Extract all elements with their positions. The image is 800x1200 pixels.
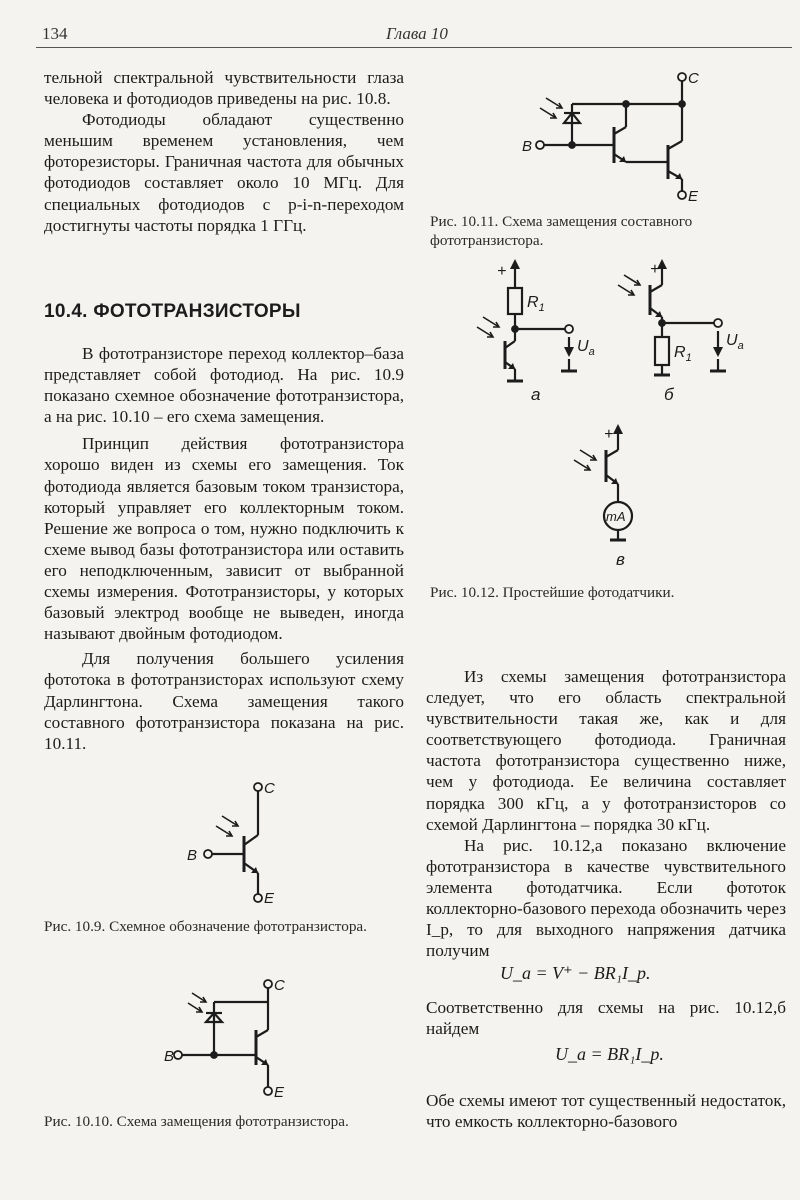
left-column-top: [44, 67, 404, 236]
plus-label: +: [604, 426, 614, 443]
light-arrows-icon: [477, 317, 499, 337]
chapter-title: Глава 10: [386, 24, 448, 43]
milliammeter-label: mA: [606, 509, 626, 524]
formula-1: U_a = V⁺ − BR₁I_p.: [500, 963, 651, 983]
formula-2: U_a = BR₁I_p.: [555, 1044, 664, 1064]
fig-10-10-caption: Рис. 10.10. Схема замещения фототранзистора.: [44, 1113, 349, 1130]
terminal-b-label: B: [187, 847, 198, 864]
fig-10-10-diagram: [164, 975, 320, 1105]
terminal-c-label: C: [274, 977, 285, 994]
terminal-e-label: E: [264, 890, 275, 907]
paragraph: На рис. 10.12,а показано включение фототранзистора в качестве чувствительного элемента фотодатчика. Если фототок коллекторно-базового перехода обозначить через I_p, то для выходного напряжения датчика получим: [426, 835, 786, 961]
terminal-e-label: E: [688, 188, 699, 205]
figure-label-b: б: [664, 385, 674, 404]
output-voltage-label: $U_a$: [577, 338, 595, 358]
fig-10-12a-diagram: [465, 255, 595, 405]
paragraph: Фотодиоды обладают существенно меньшим временем установления, чем фоторезисторы. Граничная частота для обычных фотодиодов составляет около 10 МГц. Для специальных фотодиодов с p-i-n-переходом достигнуты частоты порядка 1 ГГц.: [44, 110, 404, 235]
figure-label-v: в: [616, 550, 625, 569]
terminal-b-label: B: [522, 138, 533, 155]
paragraph: Соответственно для схемы на рис. 10.12,б найдем: [426, 998, 786, 1039]
plus-label: +: [650, 261, 660, 278]
paragraph: тельной спектральной чувствительности глаза человека и фотодиодов приведены на рис. 10.8.: [44, 68, 404, 109]
figure-label-a: а: [531, 385, 541, 404]
paragraph: Для получения большего усиления фототока в фототранзисторах используют схему Дарлингтона. Схема замещения такого составного фототранзистора показана на рис. 10.11.: [44, 649, 404, 753]
section-title: 10.4. ФОТОТРАНЗИСТОРЫ: [44, 301, 301, 322]
fig-10-12b-diagram: [612, 255, 752, 405]
light-arrows-icon: [216, 816, 238, 836]
paragraph: Из схемы замещения фототранзистора следует, что его область спектральной чувствительности такая же, как и для соответствующего фотодиода. Граничная частота фототранзистора существенно ниже, чем у фотодиода. Ее величина составляет порядка 300 кГц, а у фототранзисторов со схемой Дарлингтона – порядка 30 кГц.: [426, 667, 786, 834]
resistor-label: $R_1$: [527, 294, 545, 314]
plus-label: +: [497, 263, 507, 280]
fig-10-12v-diagram: [560, 420, 680, 570]
light-arrows-icon: [618, 275, 640, 295]
fig-10-9-caption: Рис. 10.9. Схемное обозначение фототранзистора.: [44, 918, 367, 935]
left-column-main: [44, 343, 404, 754]
fig-10-11-caption: Рис. 10.11. Схема замещения составного фототранзистора.: [430, 213, 693, 249]
resistor-label: $R_1$: [674, 344, 692, 364]
light-arrows-icon: [188, 993, 206, 1012]
fig-10-9-diagram: [170, 770, 320, 910]
terminal-c-label: C: [688, 70, 699, 87]
output-voltage-label: $U_a$: [726, 332, 744, 352]
terminal-b-label: B: [164, 1048, 175, 1065]
light-arrows-icon: [574, 450, 596, 470]
light-arrows-icon: [540, 98, 562, 118]
right-column-main: [426, 666, 786, 961]
right-column-mid: [426, 997, 786, 1039]
terminal-e-label: E: [274, 1084, 285, 1101]
right-column-bottom: [426, 1090, 786, 1132]
fig-10-11-diagram: [510, 67, 710, 207]
fig-10-12-caption: Рис. 10.12. Простейшие фотодатчики.: [430, 584, 675, 601]
header-rule: [36, 47, 792, 48]
terminal-c-label: C: [264, 780, 275, 797]
page-number: 134: [42, 24, 68, 43]
paragraph: Принцип действия фототранзистора хорошо виден из схемы его замещения. Ток фотодиода является базовым током транзистора, который управляет его коллекторным током. Решение же вопроса о том, нужно подключить к схеме вывод базы фототранзистора или оставить его неподключенным, зависит от выбранной схемы измерения. Фототранзисторы, у которых базовый электрод вообще не выведен, иногда называют двойным фотодиодом.: [44, 434, 404, 644]
paragraph: Обе схемы имеют тот существенный недостаток, что емкость коллекторно-базового: [426, 1091, 786, 1132]
paragraph: В фототранзисторе переход коллектор–база представляет собой фотодиод. На рис. 10.9 показано схемное обозначение фототранзистора, а на рис. 10.10 – его схема замещения.: [44, 344, 404, 427]
